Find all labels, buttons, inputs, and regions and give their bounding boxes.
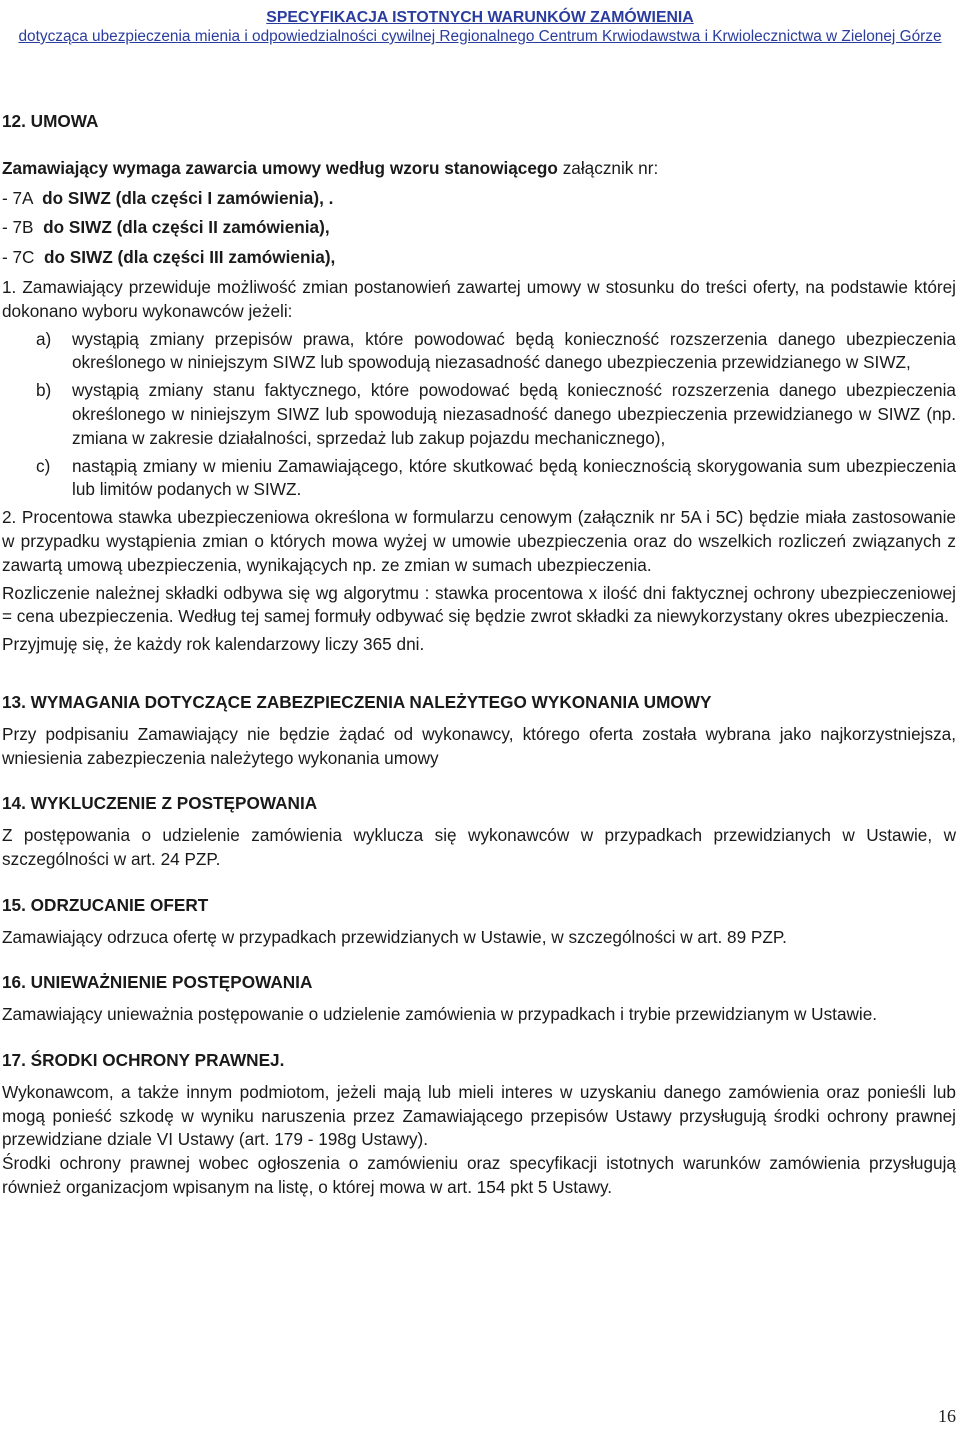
section-16-text: Zamawiający unieważnia postępowanie o udzielenie zamówienia w przypadkach i trybie przewidzianym w Ustawie. <box>2 1004 878 1025</box>
intro-bold-text: Zamawiający wymaga zawarcia umowy według wzoru stanowiącego <box>2 157 558 178</box>
document-body <box>2 110 956 1200</box>
list-label: b) <box>36 380 52 401</box>
section-12-paragraph-2: 2. Procentowa stawka ubezpieczeniowa określona w formularzu cenowym (załącznik nr 5A i 5C) będzie miała zastosowanie w przypadku wystąpienia zmian o których mowa wyżej w umowie ubezpieczenia oraz do wszelkich rozliczeń związanych z zawartą umową ubezpieczenia, wynikających np. ze zmian w sumach ubezpieczenia. <box>2 507 956 575</box>
list-text: wystąpią zmiany przepisów prawa, które powodować będą konieczność rozszerzenia danego ubezpieczenia określonego w niniejszym SIWZ lub spowodują niezasadność danego ubezpieczenia przewidzianego w SIWZ, <box>72 328 956 373</box>
section-14-heading: 14. WYKLUCZENIE Z POSTĘPOWANIA <box>2 793 318 814</box>
header-subtitle: dotycząca ubezpieczenia mienia i odpowiedzialności cywilnej Regionalnego Centrum Krwiodawstwa i Krwiolecznictwa w Zielonej Górze <box>18 28 942 45</box>
section-12-paragraph-4: Przyjmuję się, że każdy rok kalendarzowy liczy 365 dni. <box>2 634 425 655</box>
section-15-heading: 15. ODRZUCANIE OFERT <box>2 894 209 915</box>
header-title: SPECYFIKACJA ISTOTNYCH WARUNKÓW ZAMÓWIENIA <box>266 9 694 26</box>
attachment-code: - 7A <box>2 187 43 208</box>
section-16-heading: 16. UNIEWAŻNIENIE POSTĘPOWANIA <box>2 972 313 993</box>
section-13-heading: 13. WYMAGANIA DOTYCZĄCE ZABEZPIECZENIA NALEŻYTEGO WYKONANIA UMOWY <box>2 691 712 712</box>
page-header <box>0 0 960 46</box>
list-text: nastąpią zmiany w mieniu Zamawiającego, które skutkować będą koniecznością skorygowania sum ubezpieczenia lub limitów podanych w SIWZ. <box>72 455 956 500</box>
list-item <box>2 455 956 503</box>
section-12-heading: 12. UMOWA <box>2 111 99 131</box>
attachment-text: do SIWZ (dla części II zamówienia), <box>43 217 330 238</box>
intro-rest-text: załącznik nr: <box>557 157 659 178</box>
list-text: wystąpią zmiany stanu faktycznego, które powodować będą konieczność rozszerzenia danego ubezpieczenia określonego w niniejszym SIWZ lub spowodują niezasadność danego ubezpieczenia przewidzianego w SIWZ (np. zmiana w zakresie działalności, sprzedaż lub zakup pojazdu mechanicznego), <box>72 380 956 448</box>
section-13-text: Przy podpisaniu Zamawiający nie będzie żądać od wykonawcy, którego oferta została wybrana jako najkorzystniejsza, wniesienia zabezpieczenia należytego wykonania umowy <box>2 723 956 768</box>
attachment-code: - 7C <box>2 247 45 268</box>
list-label: a) <box>36 328 52 349</box>
section-12-paragraph-1: 1. Zamawiający przewiduje możliwość zmian postanowień zawartej umowy w stosunku do treści oferty, na podstawie której dokonano wyboru wykonawców jeżeli: <box>2 276 956 321</box>
section-12-intro <box>2 157 956 181</box>
attachment-text: do SIWZ (dla części I zamówienia), . <box>42 187 334 208</box>
section-15-text: Zamawiający odrzuca ofertę w przypadkach przewidzianych w Ustawie, w szczególności w art. 89 PZP. <box>2 926 787 947</box>
section-17-text-2: Środki ochrony prawnej wobec ogłoszenia o zamówieniu oraz specyfikacji istotnych warunków zamówienia przysługują również organizacjom wpisanym na listę, o której mowa w art. 154 pkt 5 Ustawy. <box>2 1153 956 1197</box>
attachment-item <box>2 216 956 240</box>
attachment-item <box>2 246 956 270</box>
list-label: c) <box>36 455 51 476</box>
page-number: 16 <box>938 1406 956 1426</box>
attachment-code: - 7B <box>2 217 44 238</box>
section-12-paragraph-3: Rozliczenie należnej składki odbywa się wg algorytmu : stawka procentowa x ilość dni faktycznej ochrony ubezpieczeniowej = cena ubezpieczenia. Według tej samej formuły odbywać się będzie zwrot składki za niewykorzystany okres ubezpieczenia. <box>2 582 956 627</box>
attachment-item <box>2 187 956 211</box>
section-17-heading: 17. ŚRODKI OCHRONY PRAWNEJ. <box>2 1049 285 1070</box>
section-14-text: Z postępowania o udzielenie zamówienia wyklucza się wykonawców w przypadkach przewidzianych w Ustawie, w szczególności w art. 24 PZP. <box>2 825 956 869</box>
section-17-text-1: Wykonawcom, a także innym podmiotom, jeżeli mają lub mieli interes w uzyskaniu danego zamówienia oraz ponieśli lub mogą ponieść szkodę w wyniku naruszenia przez Zamawiającego przepisów Ustawy przysługują środki ochrony prawnej przewidziane dziale VI Ustawy (art. 179 - 198g Ustawy). <box>2 1081 956 1150</box>
attachment-text: do SIWZ (dla części III zamówienia), <box>44 247 336 268</box>
list-item <box>2 328 956 376</box>
list-item <box>2 379 956 450</box>
